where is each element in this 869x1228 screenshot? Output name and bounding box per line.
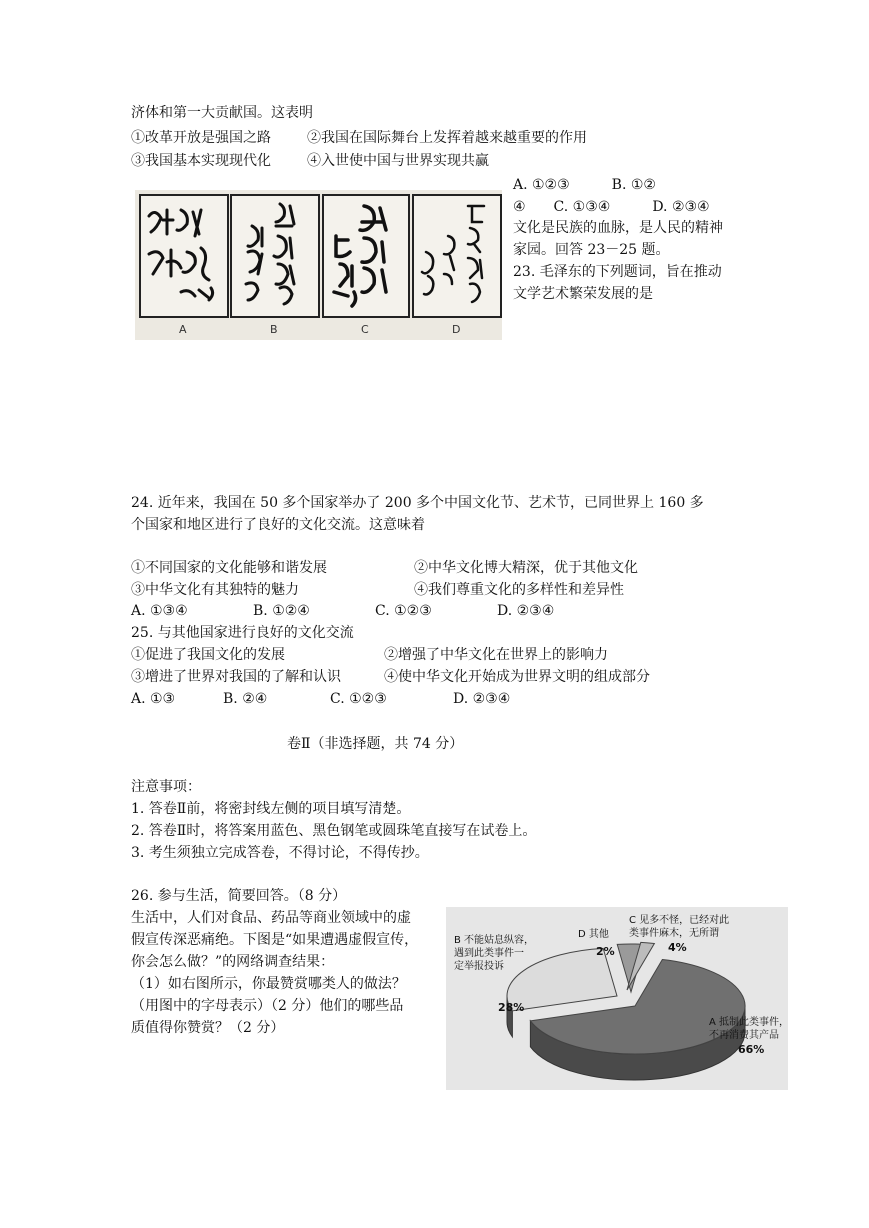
calligraphy-a-image — [141, 196, 227, 314]
q25-answer: D. ②③④ — [453, 691, 511, 707]
calligraphy-panel-c — [322, 194, 410, 336]
q24-option: ①不同国家的文化能够和谐发展 — [131, 560, 327, 576]
notes-heading: 注意事项： — [131, 779, 201, 795]
q24-option: ②中华文化博大精深，优于其他文化 — [414, 560, 638, 576]
calligraphy-c-image — [324, 196, 408, 314]
pie-value-c: 4% — [668, 941, 687, 954]
part2-title: 卷Ⅱ（非选择题，共 74 分） — [287, 736, 464, 752]
calligraphy-label: D — [452, 323, 461, 336]
q24-answer: B. ①②④ — [253, 603, 310, 619]
calligraphy-label: B — [270, 323, 278, 336]
q25-option: ④使中华文化开始成为世界文明的组成部分 — [384, 669, 650, 685]
q23-stem: 23. 毛泽东的下列题词，旨在推动 — [513, 264, 722, 280]
intro-option: ③我国基本实现现代化 — [131, 153, 271, 169]
q25-answer: A. ①③ — [131, 691, 176, 707]
notes-item: 3. 考生须独立完成答卷，不得讨论，不得传抄。 — [131, 845, 429, 861]
q25-option: ①促进了我国文化的发展 — [131, 647, 285, 663]
calligraphy-label: C — [361, 323, 369, 336]
q26-text-line: （用图中的字母表示）（2 分）他们的哪些品 — [131, 998, 404, 1014]
q25-option: ③增进了世界对我国的了解和认识 — [131, 669, 341, 685]
pie-label-c: C 见多不怪，已经对此 — [629, 915, 730, 926]
pie-label-a: 不再消费其产品 — [709, 1030, 779, 1041]
q23-stem: 文学艺术繁荣发展的是 — [513, 286, 653, 302]
calligraphy-panel-d — [412, 194, 502, 336]
q22-answer-line: A. ①②③ B. ①② — [513, 177, 656, 193]
calligraphy-d-image — [414, 196, 500, 314]
pie-label-c: 类事件麻木，无所谓 — [629, 928, 719, 939]
q25-answer: C. ①②③ — [330, 691, 387, 707]
calligraphy-figure — [135, 190, 502, 340]
intro-option: ④入世使中国与世界实现共赢 — [307, 153, 489, 169]
q26-stem: 26. 参与生活，简要回答。（8 分） — [131, 888, 347, 904]
q24-answer: C. ①②③ — [375, 603, 432, 619]
q24-stem: 24. 近年来，我国在 50 多个国家举办了 200 多个中国文化节、艺术节，已同世界上 160 多 — [131, 495, 704, 511]
pie-label-b: B 不能姑息纵容， — [454, 935, 535, 946]
q26-text-line: 生活中，人们对食品、药品等商业领域中的虚 — [131, 910, 411, 926]
q22-answer-line: ④ C. ①③④ D. ②③④ — [513, 199, 710, 215]
section-intro-line: 文化是民族的血脉，是人民的精神 — [513, 220, 723, 236]
pie-value-d: 2% — [596, 945, 615, 958]
calligraphy-panel-a — [139, 194, 229, 336]
pie-chart-svg — [446, 907, 788, 1090]
q24-answer: D. ②③④ — [497, 603, 555, 619]
q26-text-line: 你会怎么做？”的网络调查结果： — [131, 954, 335, 970]
q24-option: ③中华文化有其独特的魅力 — [131, 582, 299, 598]
section-intro-line: 家园。回答 23－25 题。 — [513, 242, 670, 258]
q24-answer: A. ①③④ — [131, 603, 188, 619]
calligraphy-panel-b — [230, 194, 320, 336]
pie-value-b: 28% — [498, 1001, 525, 1014]
calligraphy-b-image — [232, 196, 318, 314]
intro-option: ①改革开放是强国之路 — [131, 130, 271, 146]
pie-label-a: A 抵制此类事件， — [709, 1017, 788, 1028]
q26-text-line: 质值得你赞赏？（2 分） — [131, 1020, 285, 1036]
q24-option: ④我们尊重文化的多样性和差异性 — [414, 582, 624, 598]
intro-line: 济体和第一大贡献国。这表明 — [131, 105, 313, 121]
pie-value-a: 66% — [738, 1043, 765, 1056]
notes-item: 2. 答卷Ⅱ时，将答案用蓝色、黑色钢笔或圆珠笔直接写在试卷上。 — [131, 823, 537, 839]
notes-item: 1. 答卷Ⅱ前，将密封线左侧的项目填写清楚。 — [131, 801, 411, 817]
pie-label-b: 遇到此类事件一 — [454, 948, 524, 959]
q26-text-line: （1）如右图所示，你最赞赏哪类人的做法？ — [131, 976, 406, 992]
q26-text-line: 假宣传深恶痛绝。下图是“如果遭遇虚假宣传， — [131, 932, 419, 948]
q25-answer: B. ②④ — [223, 691, 268, 707]
q25-stem: 25. 与其他国家进行良好的文化交流 — [131, 625, 354, 641]
q24-stem: 个国家和地区进行了良好的文化交流。这意味着 — [131, 517, 425, 533]
calligraphy-label: A — [179, 323, 187, 336]
survey-pie-chart — [446, 907, 788, 1090]
pie-label-d: D 其他 — [578, 929, 609, 940]
intro-option: ②我国在国际舞台上发挥着越来越重要的作用 — [307, 130, 587, 146]
q25-option: ②增强了中华文化在世界上的影响力 — [384, 647, 608, 663]
pie-label-b: 定举报投诉 — [454, 961, 504, 972]
